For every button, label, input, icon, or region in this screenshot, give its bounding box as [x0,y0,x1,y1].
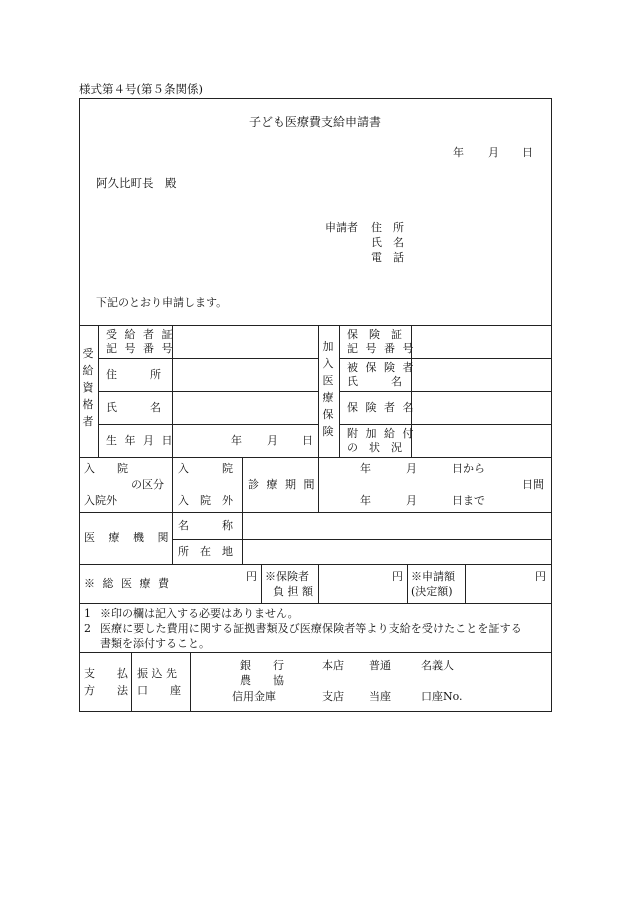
vline-eligible-section [98,325,99,457]
note-2-text: 医療に要した費用に関する証拠書類及び医療保険者等より支給を受けたことを証する [100,622,522,635]
vline-amount-2 [318,564,319,603]
insurer-burden-yen: 円 [392,570,403,583]
vline-amount-3 [407,564,408,603]
applicant-phone-label: 電 話 [371,251,404,264]
form-label: 様式第４号(第５条関係) [79,82,203,96]
divider-institution-top [79,512,552,513]
requested-label-1: ※申請額 [411,570,455,583]
recipient-number-label-2: 記 号 番 号 [106,342,175,355]
date-month: 月 [488,146,499,159]
vline-amount-4 [465,564,466,603]
insurer-burden-label-2: 負 担 額 [273,585,313,598]
divider-insurance-2 [339,391,552,392]
request-text: 下記のとおり申請します。 [96,296,228,309]
note-1-text: ※印の欄は記入する必要はありません。 [100,607,299,620]
divider-eligible-2 [98,391,318,392]
period-label: 診 療 期 間 [248,478,317,491]
vline-payment-2 [190,652,191,712]
applicant-label: 申請者 [325,221,358,234]
birth-year: 年 [231,434,242,447]
payment-destination-label-2: 口 座 [137,684,181,697]
supplementary-label-2: の 状 況 [347,441,402,454]
cert-number-label-2: 記 号 番 号 [347,342,416,355]
form-title: 子ども医療費支給申請書 [248,115,381,129]
branch-label: 支店 [322,690,344,703]
divider-amounts-top [79,564,552,565]
note-2-num: 2 [84,622,91,635]
supplementary-label-1: 附 加 給 付 [347,427,416,440]
total-cost-yen: 円 [246,570,257,583]
divider-eligible-3 [98,424,318,425]
insurance-section-label: 加入医療保険 [322,340,334,438]
period-to-year: 年 [360,494,371,507]
note-1-num: 1 [84,607,91,620]
divider-notes-top [79,603,552,604]
payment-destination-label-1: 振 込 先 [137,667,177,680]
divider-admission-top [79,457,552,458]
outpatient-col-label: 入 院 外 [178,494,233,507]
requested-yen: 円 [535,570,546,583]
institution-name-label: 名 称 [178,519,233,532]
birth-month: 月 [267,434,278,447]
date-day: 日 [522,146,533,159]
eligible-name-label: 氏 名 [106,401,161,414]
divider-insurance-1 [339,358,552,359]
institution-label: 医 療 機 関 [84,531,174,544]
period-to-month: 月 [406,494,417,507]
period-from-month: 月 [406,462,417,475]
eligible-section-label: 受給資格者 [82,347,94,428]
requested-label-2: (決定額) [411,585,453,598]
birthdate-label: 生 年 月 日 [106,434,175,447]
addressee: 阿久比町長 殿 [96,176,177,190]
bank-label: 銀 行 [240,659,284,672]
vline-insurance-section [339,325,340,457]
period-from-day: 日から [452,462,485,475]
applicant-address-label: 住 所 [371,221,404,234]
payment-method-label-1: 支 払 [84,667,128,680]
admission-inpatient: 入 院 [84,462,128,475]
date-year: 年 [453,146,464,159]
vline-admission-3 [318,457,319,512]
applicant-name-label: 氏 名 [371,236,404,249]
birth-day: 日 [302,434,313,447]
inpatient-col-label: 入 院 [178,462,233,475]
admission-category: の区分 [131,478,164,491]
current-label: 当座 [369,690,391,703]
total-cost-label: ※ 総 医 療 費 [84,577,171,590]
divider-insurance-3 [339,424,552,425]
insurer-burden-label-1: ※保険者 [265,570,309,583]
ordinary-label: 普通 [369,659,391,672]
recipient-number-label-1: 受 給 者 証 [106,328,175,341]
vline-amount-1 [261,564,262,603]
account-no-label: 口座No. [421,690,463,703]
credit-label: 信用金庫 [232,690,276,703]
divider-payment-top [79,652,552,653]
note-2-cont: 書類を添付すること。 [100,637,210,650]
divider-top [79,325,552,326]
vline-payment-1 [131,652,132,712]
divider-institution-mid [172,539,552,540]
insured-name-label-2: 氏 名 [347,375,402,388]
agri-label: 農 協 [240,674,284,687]
payment-method-label-2: 方 法 [84,684,128,697]
period-from-year: 年 [360,462,371,475]
head-office-label: 本店 [322,659,344,672]
vline-insurance-start [318,325,319,457]
admission-outpatient: 入院外 [84,494,117,507]
insured-name-label-1: 被 保 険 者 [347,361,416,374]
period-days: 日間 [522,478,544,491]
insurer-name-label: 保 険 者 名 [347,401,416,414]
divider-eligible-1 [98,358,318,359]
period-to-day: 日まで [452,494,485,507]
holder-label: 名義人 [421,659,454,672]
vline-admission-2 [242,457,243,564]
eligible-address-label: 住 所 [106,368,161,381]
institution-location-label: 所 在 地 [178,545,233,558]
vline-admission-1 [172,457,173,564]
cert-number-label-1: 保 険 証 [347,328,402,341]
